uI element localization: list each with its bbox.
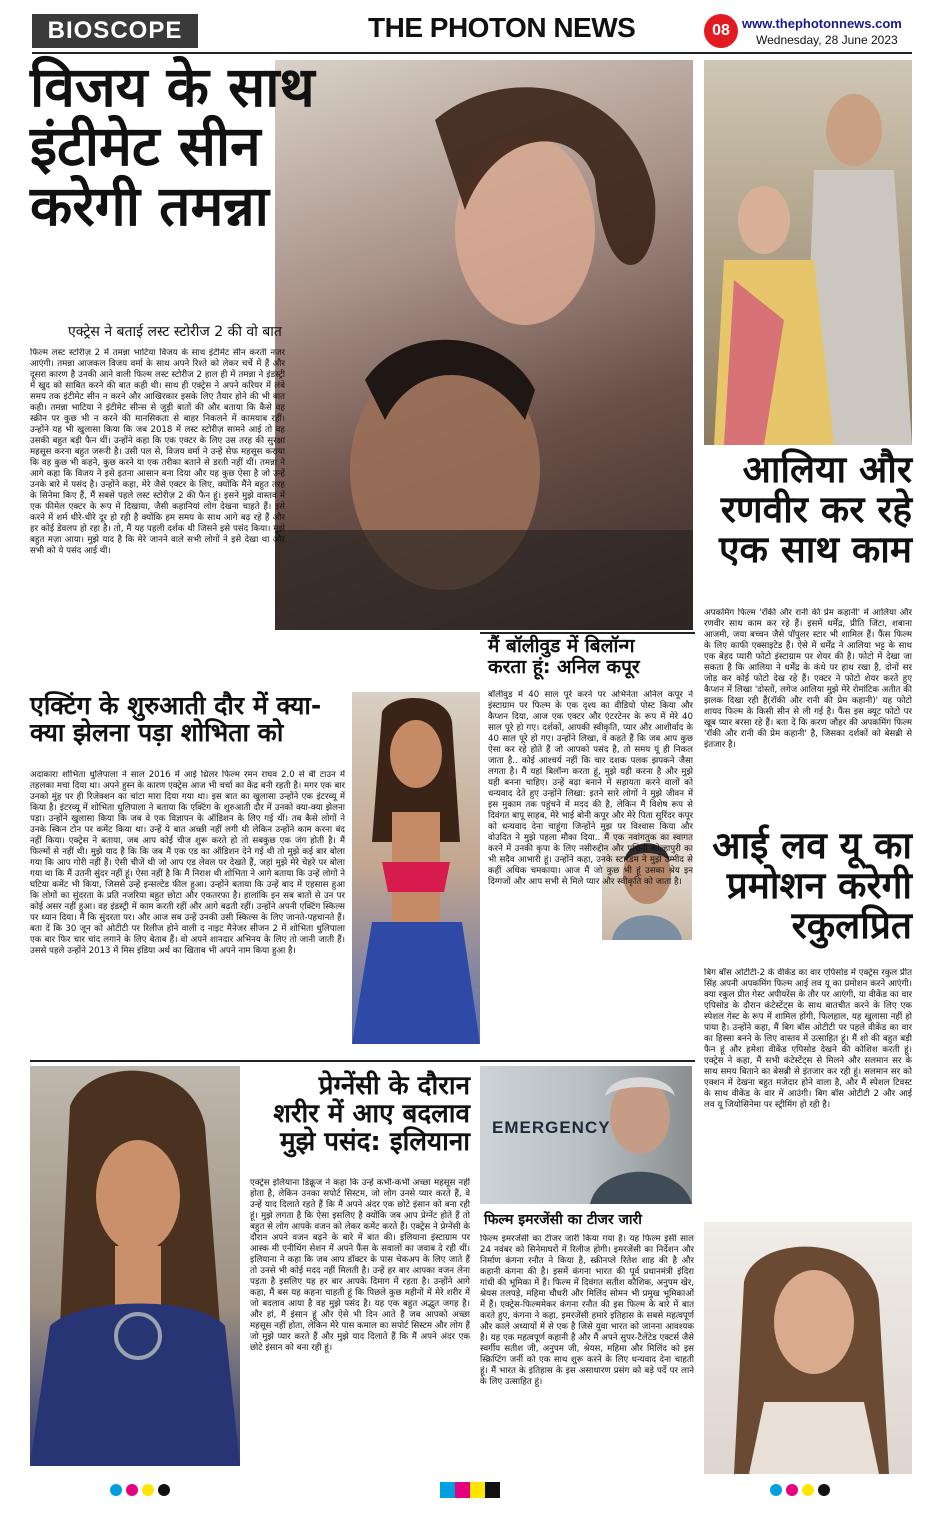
rakul-body: बिग बॉस ओटीटी-2 के वीकेंड का वार एपिसोड में एक्ट्रेस रकुल प्रीत सिंह अपनी अपकमिंग फिल्म आई लव यू का प्रमोशन करने आएंगी। क्या रकुल प्रीत गेस्ट अपीयरेंस के तौर पर आएंगी, या वीकेंड का वार एपिसोड के दौरान कंटेस्टेंट्स के साथ बातचीत करने के लिए एक स्पेशल गेस्ट के रूप में शामिल होंगी, फिलहाल, यह खुलासा नहीं हो पाया है। उन्होंने कहा, मैं बिग बॉस ओटीटी पर पहले वीकेंड का वार का हिस्सा बनने के लिए वास्तव में उत्साहित हूं। मैं शो की बहुत बड़ी फैन हूं और हमेशा वीकेंड एपिसोड देखने की कोशिश करती हूं। एक्ट्रेस ने कहा, मैं सभी कंटेस्टेंट्स से मिलने और सलमान सर के साथ समय बिताने का बेसब्री से इंतजार कर रही हूं। सलमान सर को एक्शन में देखना बहुत मजेदार होने वाला है, और मैं स्पेशल टिवस्ट के साथ वीकेंड के वार में आउंगी। बिग बॉस ओटीटी 2 और आई लव यू जियोसिनेमा पर स्ट्रीमिंग हो रही है। — [704, 968, 912, 1110]
header-rule — [32, 52, 912, 54]
alia-body: अपकमिंग फिल्म 'रॉकी और रानी की प्रेम कहानी' में आलिया और रणवीर साथ काम कर रहे हैं। इसमें धर्मेंद्र, प्रीति जिंटा, शबाना आजमी, जया बच्चन जैसे पॉपुलर स्टार भी शामिल हैं। फैंस फिल्म के लिए काफी एक्साइटेड हैं। ऐसे में धर्मेंद्र ने आलिया भट्ट के साथ एक बेहद प्यारी फोटो इंस्टाग्राम पर शेयर की है। फोटो में देखा जा सकता है कि आलिया ने धर्मेंद्र के कंधे पर हाथ रखा है, दोनों सर जोड़ कर कोई फोटो देख रहे हैं। एक्टर ने फोटो शेयर करते हुए कैप्शन में लिखा 'दोस्तों, लगेज आलिया मुझे मेरे रोमांटिक अतीत की झलक दिखा रही हैं(रॉकी और रानी की प्रेम कहानी)' यह फोटो शायद फिल्म के किसी सीन से ली गई है। फैंस इस क्यूट फोटो पर खूब प्यार बरसा रहे हैं। बता दें कि करण जौहर की अपकमिंग फिल्म 'रॉकी और रानी की प्रेम कहानी' है, जिसका दर्शकों को बेसब्री से इंतजार है। — [704, 608, 912, 750]
ileana-headline-line: शरीर में आए बदलाव — [273, 1099, 470, 1130]
lead-headline-line: इंटीमेट सीन — [30, 114, 261, 179]
anil-headline-line: मैं बॉलीवुड में बिलॉन्ग — [488, 635, 635, 657]
cyan-dot — [110, 1484, 122, 1496]
ileana-headline-line: प्रेग्नेंसी के दौरान — [318, 1071, 470, 1101]
lead-headline-line: करेगी तमन्ना — [30, 173, 269, 238]
rakul-photo — [704, 1222, 912, 1474]
sobhita-headline-line: क्या झेलना पड़ा शोभिता को — [30, 718, 284, 747]
anil-body: बॉलीवुड में 40 साल पूरे करने पर अभिनेता अनिल कपूर ने इंस्टाग्राम पर फिल्म के एक दृश्य का वीडियो पोस्ट किया और कैप्शन दिया, आज एक एक्टर और एंटरटेनर के रूप में मेरे 40 साल पूरे हो गए। दर्शकों, आपकी स्वीकृति, प्यार और आशीर्वाद के 40 साल पूरे हो गए। उन्होंने लिखा, वे कहते हैं कि जब आप कुछ ऐसा कर रहे होते हैं जो आपको पसंद है, तो समय यूं ही निकल जाता है.. कोई आश्चर्य नहीं कि चार दशक पलक झपकने जैसा लगता है। मैं यहां बिलॉन्ग करता हूं, मुझे यही करना है और मुझे यही बनना चाहिए। उन्हें बढ़ा बनाने में सहायता करने वालों को धन्यवाद देते हुए उन्होंने लिखा: इतने सारे लोगों ने मुझे जीवन में इस मुकाम तक पहुंचने में मदद की है, लेकिन मैं विशेष रूप से दिवंगत बापू साहब, मेरे भाई बोनी कपूर और मेरे पिता सुरिंदर कपूर को धन्यवाद देना चाहूंगा जिन्होंने मुझ पर विश्वास किया और वोउदित ने मुझे पहला मौका दिया.. मैं एक नवांगतुक का स्वागत करने में उनकी कृपा के लिए नसीरुद्दीन और पद्मिनी कोल्हापुरी का भी सदैव आभारी हूं। उन्होंने कहा, उनके स्टारडम ने मुझे उम्मीद से कहीं अधिक चमकाया। आज मैं जो कुछ भी हूं उसका श्रेय इन दिग्गजों और आप सभी से मिले प्यार और स्वीकृति को जाता है। — [488, 690, 693, 887]
sobhita-photo — [352, 692, 480, 1044]
rakul-headline-line: प्रमोशन करेगी — [726, 863, 912, 907]
magenta-dot — [786, 1484, 798, 1496]
ileana-headline — [248, 1072, 470, 1156]
alia-headline — [712, 450, 912, 570]
lead-headline-line: विजय के साथ — [30, 55, 315, 119]
alia-headline-line: आलिया और — [742, 448, 912, 491]
issue-date: Wednesday, 28 June 2023 — [756, 33, 898, 47]
newspaper-title: THE PHOTON NEWS — [368, 12, 636, 43]
anil-headline — [488, 636, 698, 677]
emergency-poster — [480, 1066, 692, 1204]
site-url[interactable]: www.thephotonnews.com — [742, 16, 902, 31]
black-dot — [158, 1484, 170, 1496]
alia-ranbir-photo — [704, 60, 912, 445]
lead-subhead: एक्ट्रेस ने बताई लस्ट स्टोरीज 2 की वो बात — [68, 324, 282, 340]
rakul-headline-line: आई लव यू का — [712, 824, 912, 867]
black-dot — [818, 1484, 830, 1496]
sobhita-body: अदाकारा शोभिता धुलिपाला ने साल 2016 में आई थ्रिलर फिल्म रमन राघव 2.0 से बी टाउन में तहलका मचा दिया था। अपने हुस्न के कारण एक्ट्रेस आज भी चर्चा का केंद्र बनी रहती है। मगर एक बार उनको मुंह पर ही रिजेक्शन का चांटा मारा दिया गया था। इस बात का खुलासा उन्होंने एक इंटरव्यू में किया है। इंटरव्यू में शोभिता धुलिपाला ने बताया कि एक्टिंग के शुरुआती दौर में उनको क्या-क्या झेलना पड़ा। उन्होंने खुलासा किया कि जब वे एक विज्ञापन के ऑडिशन के लिए गई थीं। तब कैसे लोगों ने उनके स्किन टोन पर कमेंट किया था। उन्हें ये बात अच्छी नहीं लगी थी लेकिन उन्होंने काम करना बंद नहीं किया। एक्ट्रेस ने बताया, जब आप कोई चीज शुरू करते हो तो सबकुछ एक जंग होती है। मैं फिल्मों से नहीं थी। मुझे याद है कि कि जब मैं एक एड का ऑडिशन देने गई थी तो मुझे कई बार बोला गया कि आप गोरी नहीं हैं। ऐसी चीजें थी जो आप एड लेवल पर देखते हैं, जहां मुझे मेरे चेहरे पर बोला गया था कि मैं उतनी सुंदर नहीं हूं। ऐसा नहीं है कि मैं निराश थी शोभिता ने आगे बताया कि उन्हें लोगों ने घटिया कमेंट भी किया, जिससे उन्हें इन्सल्टेड फील हुआ। उन्होंने बताया कि उन्हें बाद में एहसास हुआ कि लोगों का सुंदरता के प्रति नजरिया बहुत छोटा और एकतरफा है। हालांकि इन सब बातों से उन पर कोई असर नहीं हुआ। वह इंडस्ट्री में काम करती रहीं और आगे बढ़ती रहीं। उन्होंने अपनी एक्टिंग स्किल्स पर ध्यान दिया। मैं कि सुंदरता पर। और आज सब उन्हें उनकी उसी स्किल्स के लिए जानते-पहचानते हैं। बता दें कि 30 जून को ओटीटी पर रिलीज होने वाली द नाइट मैनेजर सीजन 2 में शोभिता धुलिपाला एक बार फिर चार चांद लगाने के लिए बेताब हैं। वो अपने शानदार अभिनय के लिए तो जानी जाती हैं। उससे पहले उन्होंने 2013 में मिस इंडिया अर्थ का खिताब भी अपने नाम किया हुआ है। — [30, 770, 345, 956]
alia-headline-line: रणवीर कर रहे — [720, 487, 912, 531]
cyan-dot — [770, 1484, 782, 1496]
magenta-dot — [126, 1484, 138, 1496]
rakul-headline — [712, 826, 912, 946]
sobhita-headline — [30, 692, 350, 746]
section-rule — [30, 1060, 695, 1062]
anil-rule — [480, 632, 695, 634]
section-tag: BIOSCOPE — [32, 14, 198, 48]
page-number: 08 — [704, 14, 738, 48]
ileana-headline-line: मुझे पसंद: इलियाना — [280, 1127, 470, 1158]
emergency-poster-title: EMERGENCY — [492, 1118, 611, 1137]
lead-body: फिल्म लस्ट स्टोरीज़ 2 में तमन्ना भाटिया विजय के साथ इंटीमेट सीन करती नजर आएंगी। तमन्ना आजकल विजय वर्मा के साथ अपने रिश्ते को लेकर चर्चे में हैं और दूसरा कारण है उनकी आने वाली फिल्म लस्ट स्टोरीज 2 हाल ही में तमन्ना ने इंडस्ट्री में खुद को साबित करने की बात कही थी। साथ ही एक्ट्रेस ने अपने करियर में लंबे समय तक इंटीमेट सीन न करने और आखिरकार इसके लिए तैयार होने की भी बात कही। तमन्ना भाटिया ने इंटीमेट सीन्स से जुड़ी बातों की और बताया कि कैसे वह स्क्रीन पर कुछ भी न करने की मानसिकता से बाहर निकलने में कामयाब रहीं। उन्होंने यह भी खुलासा किया कि जब 2018 में लस्ट स्टोरीज़ सामने आई तो वह उसकी बहुत बड़ी फैन थीं। उन्होंने कहा कि एक एक्टर के लिए उस तरह की सुरक्षा महसूस करना बहुत जरूरी है। उसी पल से, विजय वर्मा ने उन्हें सेफ महसूस कराया कि वह कुछ भी कहने, कुछ करने या एक तरीका बताने से डरती नहीं थीं। तमन्ना ने आगे कहा कि विजय ने इसे इतना आसान बना दिया और यह कुछ ऐसा है जो उन्हें उनके बारे में पसंद है। उन्होंने कहा, मेरे जैसे एक्टर के लिए, क्योंकि मैंने बहुत तरह के सिनेमा किए हैं, मैं सबसे पहले लस्ट स्टोरीज़ 2 की फैन हूं। इसने मुझे वास्तव में एक फीमेल एक्टर के रूप में दिखाया, जैसी कहानियां लोग देखना चाहते हैं। इसे करने में शर्म धीरे-धीरे दूर हो रही है क्योंकि हम समय के साथ आगे बढ़ रहे हैं और हर कोई डेवलप हो रहा है। तो, मैं यह पहली दर्शक थी जिसने इसे पसंद किया। मुझे बहुत मज़ा आया। मुझे याद है कि मेरे जानने वाले सभी लोगों ने इसे देखा था और सभी को ये पसंद आई थी। — [30, 348, 285, 556]
anil-headline-line: करता हूं: अनिल कपूर — [488, 655, 640, 678]
rakul-headline-line: रकुलप्रित — [791, 903, 912, 947]
yellow-dot — [142, 1484, 154, 1496]
yellow-dot — [802, 1484, 814, 1496]
ileana-photo — [30, 1066, 240, 1466]
emergency-headline: फिल्म इमरजेंसी का टीजर जारी — [484, 1212, 642, 1228]
ileana-body: एक्ट्रेस इलियाना डिक्रूज ने कहा कि उन्हें कभी-कभी अच्छा महसूस नहीं होता है, लेकिन उनका सपोर्ट सिस्टम, जो लोग उनसे प्यार करते हैं, वे उन्हें याद दिलाते रहते हैं कि मैं अपने अंदर एक छोटे इंसान को बना रही हूं। मुझे लगता है कि ऐसा इसलिए है क्योंकि जब आप प्रेग्नेंट होते हैं तो बहुत से लोग आपके वजन को लेकर कमेंट करते हैं। एक्ट्रेस ने प्रेग्नेंसी के दौरान अपने वजन बढ़ने के बारे में बात की। इलियाना इंस्टाग्राम पर आस्क मी एनीथिंग सेशन में अपने फैंस के सवालों का जवाब दे रही थीं। इलियाना ने कहा कि जब आप डॉक्टर के पास चेकअप के लिए जाते हैं तो उनसे भी कोई मदद नहीं मिलती है। उन्हें हर बार आपका वजन लेना पड़ता है इसलिए यह हर बार आपके दिमाग में रहता है। उन्होंने आगे कहा, मैं बस यह कहना चाहती हूं कि पिछले कुछ महीनों में मेरे शरीर में जो बदलाव आया है वह मुझे पसंद है। यह एक बहुत अद्भुत जगह है। और हां, मैं इंसान हूं और ऐसे भी दिन आते हैं जब आपको अच्छा महसूस नहीं होता, लेकिन मेरे पास कमाल का सपोर्ट सिस्टम और लोग हैं जो मुझे प्यार करते हैं और मुझे याद दिलाते हैं कि मैं अपने अंदर एक छोटे इंसान को बना रही हूं। — [250, 1178, 470, 1353]
lead-headline — [30, 55, 350, 238]
print-registration-marks — [0, 1478, 945, 1502]
sobhita-headline-line: एक्टिंग के शुरुआती दौर में क्या- — [30, 691, 322, 720]
color-bar — [440, 1482, 500, 1498]
emergency-body: फिल्म इमरजेंसी का टीजर जारी किया गया है। यह फिल्म इसी साल 24 नवंबर को सिनेमाघरों में रिलीज होगी। इमरजेंसी का निर्देशन और निर्माण कंगना रनौत ने किया है, स्क्रीनप्ले रितेश शाह की है और कहानी कंगना की है। इसमें कंगना भारत की पूर्व प्रधानमंत्री इंदिरा गांधी की भूमिका में हैं। फिल्म में दिवंगत सतीश कौशिक, अनुपम खेर, श्रेयस तलपड़े, महिमा चौधरी और मिलिंद सोमन भी प्रमुख भूमिकाओं में हैं। एक्ट्रेस-फिल्ममेकर कंगना रनौत की इस फिल्म के बारे में बात करते हुए, कंगना ने कहा, इमरजेंसी हमारे इतिहास के सबसे महत्वपूर्ण और काले अध्यायों में से एक है जिसे युवा भारत को जानना आवश्यक है। यह एक महत्वपूर्ण कहानी है और मैं अपने सुपर-टैलेंटेड एक्टर्स जैसे स्वर्गीय सतीश जी, अनुपम जी, श्रेयस, महिमा और मिलिंद को इस स्क्रिप्टिंग जर्नी को एक साथ शुरू करने के लिए धन्यवाद देना चाहती हूं। मैं भारत के इतिहास के इस असाधारण प्रसंग को बड़े पर्दे पर लाने के लिए उत्साहित हूं। — [480, 1234, 694, 1387]
alia-headline-line: एक साथ काम — [718, 527, 912, 571]
